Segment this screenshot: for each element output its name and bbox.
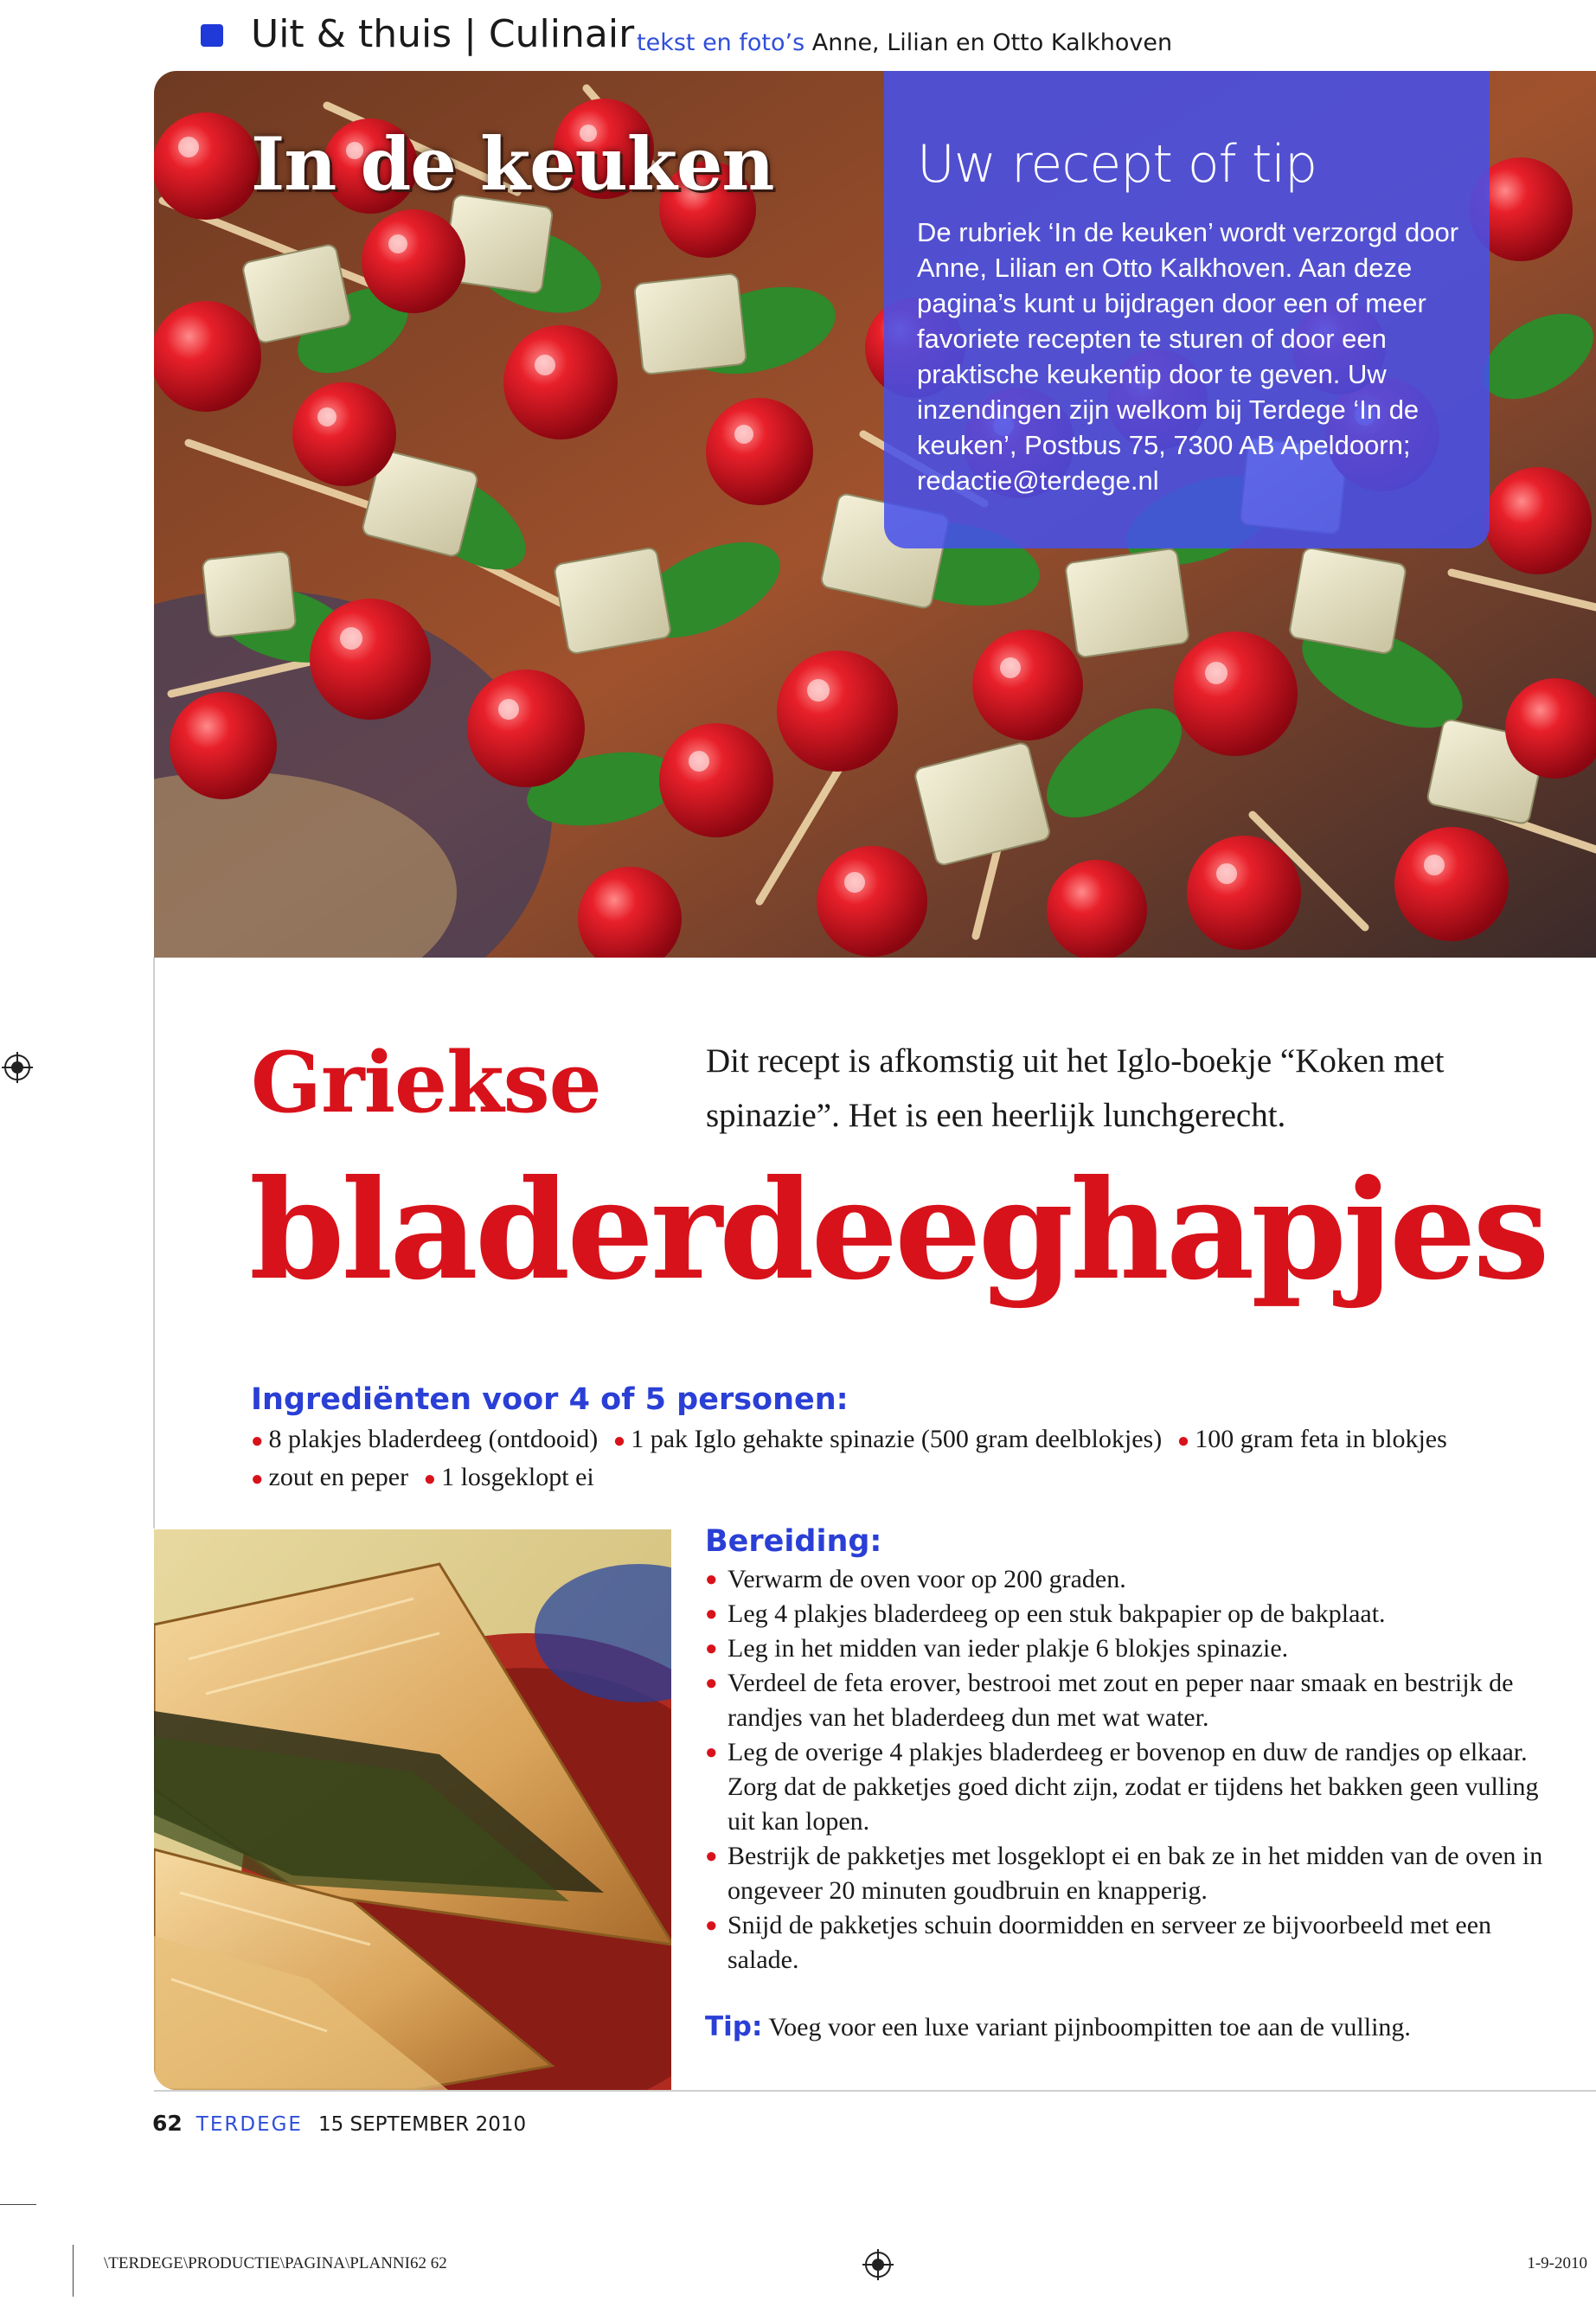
step-item: ● Leg 4 plakjes bladerdeeg op een stuk bakpapier op de bakplaat. — [705, 1597, 1561, 1631]
ingredient-item: ● 1 pak Iglo gehakte spinazie (500 gram deelblokjes) — [612, 1425, 1163, 1453]
page-footer — [152, 2111, 526, 2136]
ingredient-item: ● 8 plakjes bladerdeeg (ontdooid) — [251, 1425, 599, 1453]
tip-line — [705, 2011, 1411, 2042]
tip-label: Tip: — [705, 2011, 763, 2042]
bullet-icon: ● — [705, 1638, 718, 1660]
preparation-heading: Bereiding: — [705, 1524, 882, 1559]
submission-box-text: De rubriek ‘In de keuken’ wordt verzorgd door Anne, Lilian en Otto Kalkhoven. Aan deze pagina’s kunt u bijdragen door een of meer favoriete recepten te sturen of door een praktische keukentip door te geven. Uw inzendingen zijn welkom bij Terdege ‘In de keuken’, Postbus 75, 7300 AB Apeldoorn; redactie@terdege.nl — [917, 217, 1459, 496]
bullet-icon: ● — [705, 1568, 718, 1591]
ingredients-list — [251, 1421, 1479, 1497]
submission-box-title: Uw recept of tip — [917, 134, 1317, 195]
bullet-icon: ● — [251, 1430, 264, 1452]
pastry-photo — [154, 1529, 671, 2090]
hero-title: In de keuken — [251, 121, 774, 207]
issue-date: 15 SEPTEMBER 2010 — [317, 2113, 527, 2136]
credit-prefix: tekst en foto’s — [637, 29, 805, 56]
bullet-icon: ● — [251, 1468, 264, 1490]
bullet-icon: ● — [612, 1430, 626, 1452]
step-item: ● Snijd de pakketjes schuin doormidden en serveer ze bijvoorbeeld met een salade. — [705, 1908, 1561, 1977]
recipe-title-line1: Griekse — [251, 1034, 601, 1131]
crop-mark — [0, 2204, 36, 2205]
bullet-icon: ● — [705, 1741, 718, 1764]
bullet-icon: ● — [705, 1914, 718, 1937]
column-rule — [153, 958, 155, 1529]
tip-text: Voeg voor een luxe variant pijnboompitten toe aan de vulling. — [768, 2013, 1411, 2041]
ingredient-item: ● 100 gram feta in blokjes — [1176, 1425, 1447, 1453]
crop-mark — [73, 2245, 74, 2297]
section-marker-square — [201, 24, 223, 47]
magazine-name: TERDEGE — [195, 2113, 303, 2136]
page-number: 62 — [152, 2111, 183, 2136]
registration-mark-icon — [2, 1052, 33, 1083]
bullet-icon: ● — [705, 1845, 718, 1868]
step-item: ● Leg in het midden van ieder plakje 6 blokjes spinazie. — [705, 1631, 1561, 1666]
step-item: ● Bestrijk de pakketjes met losgeklopt ei en bak ze in het midden van de oven in ongeveer 20 minuten goudbruin en knapperig. — [705, 1839, 1561, 1908]
ingredient-item: ● 1 losgeklopt ei — [423, 1463, 594, 1491]
credit-line — [637, 29, 1172, 56]
ingredient-item: ● zout en peper — [251, 1463, 409, 1491]
preparation-steps — [705, 1562, 1561, 1977]
bullet-icon: ● — [1176, 1430, 1190, 1452]
submission-info-box — [884, 71, 1490, 548]
section-header: Uit & thuis | Culinair — [251, 12, 635, 56]
bottom-rule — [154, 2090, 1596, 2092]
recipe-title-line2: bladerdeeghapjes — [249, 1150, 1547, 1311]
ingredients-heading: Ingrediënten voor 4 of 5 personen: — [251, 1382, 849, 1417]
print-slug-path: \TERDEGE\PRODUCTIE\PAGINA\PLANNI62 62 — [104, 2254, 447, 2272]
recipe-intro: Dit recept is afkomstig uit het Iglo-boekje “Koken met spinazie”. Het is een heerlijk lunchgerecht. — [706, 1042, 1445, 1134]
step-item: ● Leg de overige 4 plakjes bladerdeeg er bovenop en duw de randjes op elkaar. Zorg dat de pakketjes goed dicht zijn, zodat er tijdens het bakken geen vulling uit kan lopen. — [705, 1735, 1561, 1839]
bullet-icon: ● — [705, 1603, 718, 1625]
credit-names: Anne, Lilian en Otto Kalkhoven — [811, 29, 1173, 56]
bullet-icon: ● — [423, 1468, 437, 1490]
bullet-icon: ● — [705, 1672, 718, 1695]
step-item: ● Verwarm de oven voor op 200 graden. — [705, 1562, 1561, 1597]
registration-mark-icon — [862, 2249, 894, 2280]
print-slug-date: 1-9-2010 — [1527, 2254, 1587, 2272]
step-item: ● Verdeel de feta erover, bestrooi met zout en peper naar smaak en bestrijk de randjes van het bladerdeeg dun met wat water. — [705, 1666, 1561, 1735]
